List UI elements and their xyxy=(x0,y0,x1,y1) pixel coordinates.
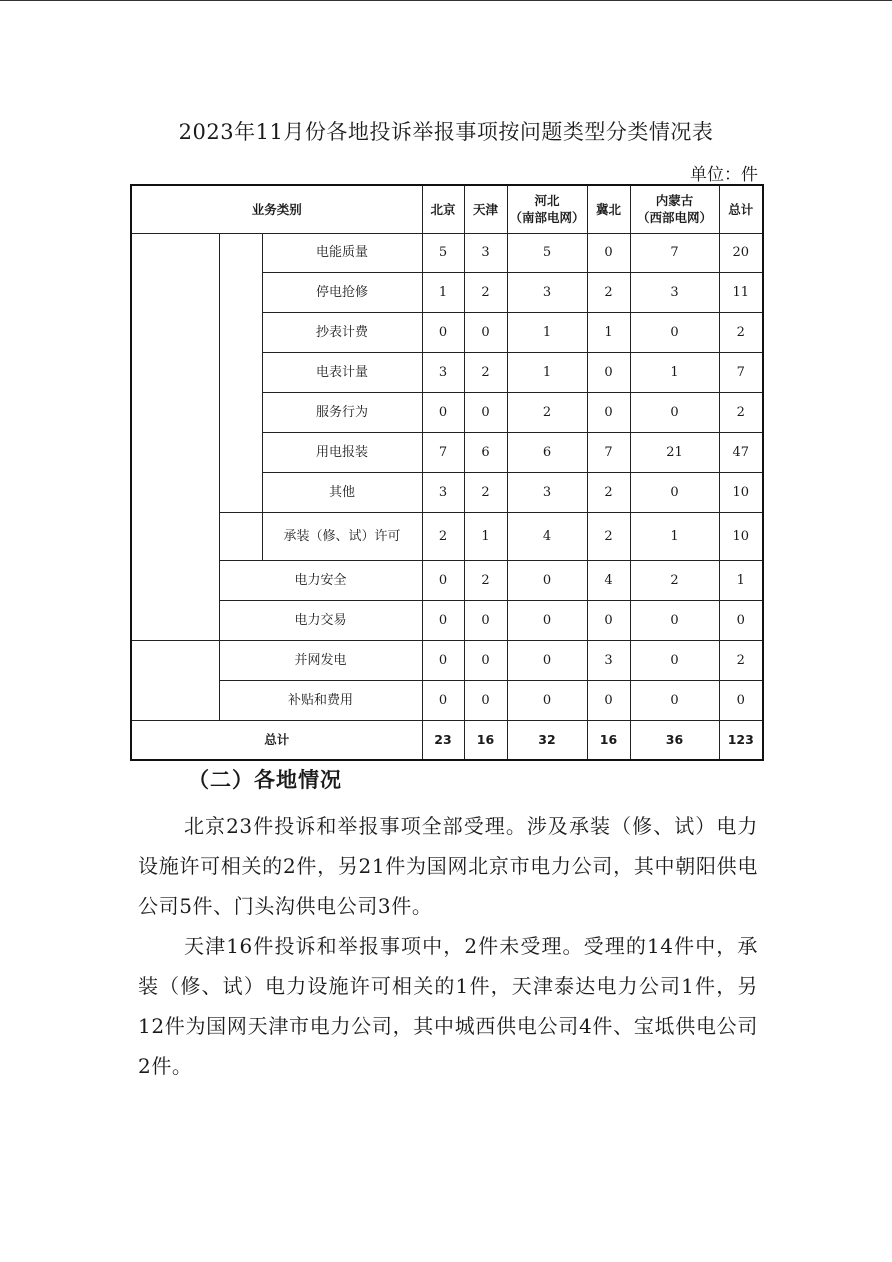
section-heading: （二）各地情况 xyxy=(188,767,342,792)
cell-beijing: 0 xyxy=(422,600,464,640)
cell-tianjin: 6 xyxy=(464,432,507,472)
cell-tianjin: 2 xyxy=(464,352,507,392)
header-row xyxy=(131,185,763,233)
cell-neimenggu: 21 xyxy=(630,432,719,472)
cell-jibei: 7 xyxy=(587,432,630,472)
page-top-border xyxy=(0,0,892,1)
cell-total: 10 xyxy=(719,472,763,512)
cell-hebei: 0 xyxy=(507,560,587,600)
statistics-table xyxy=(130,184,764,761)
cell-neimenggu: 0 xyxy=(630,472,719,512)
header-neimenggu-line2: （西部电网） xyxy=(636,210,712,226)
header-tianjin: 天津 xyxy=(464,185,507,233)
total-beijing: 23 xyxy=(422,720,464,760)
cell-jibei: 2 xyxy=(587,472,630,512)
body-text xyxy=(138,806,758,1086)
cell-total: 0 xyxy=(719,600,763,640)
cell-tianjin: 0 xyxy=(464,600,507,640)
table-title: 2023年11月份各地投诉举报事项按问题类型分类情况表 xyxy=(178,120,714,144)
total-tianjin: 16 xyxy=(464,720,507,760)
cell-hebei: 5 xyxy=(507,233,587,272)
total-jibei: 16 xyxy=(587,720,630,760)
cell-tianjin: 2 xyxy=(464,472,507,512)
cell-beijing: 0 xyxy=(422,680,464,720)
cell-beijing: 0 xyxy=(422,312,464,352)
table-row xyxy=(131,233,763,272)
cell-total: 11 xyxy=(719,272,763,312)
group-supply xyxy=(219,233,262,512)
row-label: 抄表计费 xyxy=(262,312,422,352)
total-hebei: 32 xyxy=(507,720,587,760)
row-label: 其他 xyxy=(262,472,422,512)
cell-hebei: 0 xyxy=(507,600,587,640)
cell-neimenggu: 0 xyxy=(630,392,719,432)
cell-beijing: 7 xyxy=(422,432,464,472)
cell-total: 0 xyxy=(719,680,763,720)
cell-neimenggu: 3 xyxy=(630,272,719,312)
unit-label: 单位：件 xyxy=(690,165,758,185)
cell-hebei: 0 xyxy=(507,680,587,720)
cell-tianjin: 0 xyxy=(464,640,507,680)
cell-neimenggu: 0 xyxy=(630,680,719,720)
cell-neimenggu: 0 xyxy=(630,640,719,680)
cell-beijing: 1 xyxy=(422,272,464,312)
header-neimenggu xyxy=(630,185,719,233)
cell-jibei: 1 xyxy=(587,312,630,352)
cell-jibei: 0 xyxy=(587,233,630,272)
cell-total: 1 xyxy=(719,560,763,600)
cell-beijing: 2 xyxy=(422,512,464,560)
header-category: 业务类别 xyxy=(131,185,422,233)
cell-hebei: 1 xyxy=(507,312,587,352)
header-jibei: 冀北 xyxy=(587,185,630,233)
cell-tianjin: 0 xyxy=(464,392,507,432)
total-all: 123 xyxy=(719,720,763,760)
table-row xyxy=(131,560,763,600)
cell-jibei: 0 xyxy=(587,600,630,640)
cell-neimenggu: 7 xyxy=(630,233,719,272)
cell-total: 2 xyxy=(719,640,763,680)
row-label: 电表计量 xyxy=(262,352,422,392)
row-label: 电能质量 xyxy=(262,233,422,272)
row-label: 补贴和费用 xyxy=(219,680,422,720)
header-hebei-line2: （南部电网） xyxy=(509,210,585,226)
cell-beijing: 5 xyxy=(422,233,464,272)
table-row xyxy=(131,640,763,680)
cell-tianjin: 3 xyxy=(464,233,507,272)
group-renewable xyxy=(131,640,219,720)
cell-neimenggu: 2 xyxy=(630,560,719,600)
cell-hebei: 1 xyxy=(507,352,587,392)
cell-beijing: 3 xyxy=(422,352,464,392)
total-neimenggu: 36 xyxy=(630,720,719,760)
row-label: 电力安全 xyxy=(219,560,422,600)
row-label: 用电报装 xyxy=(262,432,422,472)
cell-beijing: 3 xyxy=(422,472,464,512)
header-total: 总计 xyxy=(719,185,763,233)
cell-tianjin: 2 xyxy=(464,272,507,312)
cell-tianjin: 0 xyxy=(464,312,507,352)
cell-total: 20 xyxy=(719,233,763,272)
cell-hebei: 0 xyxy=(507,640,587,680)
header-hebei xyxy=(507,185,587,233)
cell-neimenggu: 0 xyxy=(630,312,719,352)
cell-tianjin: 2 xyxy=(464,560,507,600)
cell-jibei: 0 xyxy=(587,352,630,392)
cell-tianjin: 0 xyxy=(464,680,507,720)
cell-hebei: 2 xyxy=(507,392,587,432)
cell-hebei: 6 xyxy=(507,432,587,472)
cell-total: 7 xyxy=(719,352,763,392)
cell-beijing: 0 xyxy=(422,640,464,680)
cell-jibei: 0 xyxy=(587,392,630,432)
paragraph-tianjin: 天津16件投诉和举报事项中，2件未受理。受理的14件中，承装（修、试）电力设施许可相关的1件，天津泰达电力公司1件，另12件为国网天津市电力公司，其中城西供电公司4件、宝坻供电公司2件。 xyxy=(138,934,758,1078)
cell-jibei: 2 xyxy=(587,512,630,560)
table-row xyxy=(131,680,763,720)
cell-total: 2 xyxy=(719,312,763,352)
total-row xyxy=(131,720,763,760)
cell-total: 2 xyxy=(719,392,763,432)
table-row xyxy=(131,512,763,560)
cell-hebei: 3 xyxy=(507,472,587,512)
cell-tianjin: 1 xyxy=(464,512,507,560)
cell-jibei: 4 xyxy=(587,560,630,600)
header-beijing: 北京 xyxy=(422,185,464,233)
paragraph-beijing: 北京23件投诉和举报事项全部受理。涉及承装（修、试）电力设施许可相关的2件，另21件为国网北京市电力公司，其中朝阳供电公司5件、门头沟供电公司3件。 xyxy=(138,814,758,918)
cell-jibei: 0 xyxy=(587,680,630,720)
row-label: 承装（修、试）许可 xyxy=(262,512,422,560)
cell-neimenggu: 1 xyxy=(630,352,719,392)
header-neimenggu-line1: 内蒙古 xyxy=(655,193,694,209)
total-row-label: 总计 xyxy=(131,720,422,760)
group-market xyxy=(219,512,262,560)
row-label: 并网发电 xyxy=(219,640,422,680)
cell-jibei: 2 xyxy=(587,272,630,312)
row-label: 电力交易 xyxy=(219,600,422,640)
cell-beijing: 0 xyxy=(422,392,464,432)
cell-neimenggu: 1 xyxy=(630,512,719,560)
row-label: 服务行为 xyxy=(262,392,422,432)
table-row xyxy=(131,600,763,640)
header-hebei-line1: 河北 xyxy=(534,193,560,209)
cell-total: 10 xyxy=(719,512,763,560)
cell-neimenggu: 0 xyxy=(630,600,719,640)
cell-beijing: 0 xyxy=(422,560,464,600)
cell-hebei: 4 xyxy=(507,512,587,560)
row-label: 停电抢修 xyxy=(262,272,422,312)
group-electric xyxy=(131,233,219,640)
cell-total: 47 xyxy=(719,432,763,472)
cell-jibei: 3 xyxy=(587,640,630,680)
cell-hebei: 3 xyxy=(507,272,587,312)
